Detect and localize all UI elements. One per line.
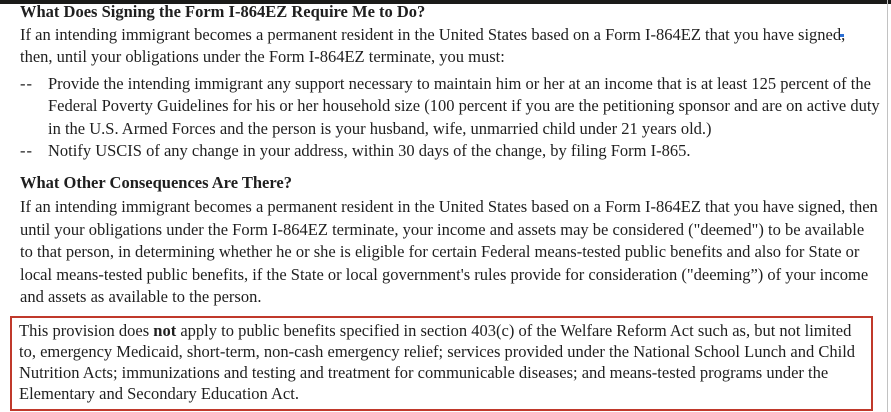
callout-text-suffix: apply to public benefits specified in section 403(c) of the Welfare Reform Act such as, but not limited to, emergency Medicaid, short-term, non-cash emergency relief; services provided under the National School Lunch and Child Nutrition Acts; immunizations and testing and treatment for communicable diseases; and means-tested programs under the Elementary and Secondary Education Act. bbox=[19, 320, 856, 404]
document-body bbox=[20, 1, 881, 411]
callout-emphasis-not: not bbox=[153, 320, 177, 340]
consequences-paragraph: If an intending immigrant becomes a permanent resident in the United States based on a Form I-864EZ that you have signed, then until your obligations under the Form I-864EZ terminate, your income and assets may be considered ("deemed") to be available to that person, in determining whether he or she is eligible for certain Federal means-tested public benefits and also for State or local means-tested public benefits, if the State or local government's rules provide for consideration ("deeming”) of your income and assets as available to the person. bbox=[20, 197, 878, 306]
section-heading-consequences: What Other Consequences Are There? bbox=[20, 172, 292, 192]
bullet-dash-marker: -- bbox=[20, 141, 33, 160]
section-heading-requirements: What Does Signing the Form I-864EZ Require Me to Do? bbox=[20, 2, 426, 21]
bullet-item-support bbox=[20, 73, 881, 141]
requirements-intro-paragraph: If an intending immigrant becomes a permanent resident in the United States based on a Form I-864EZ that you have signed, then, until your obligations under the Form I-864EZ terminate, you must: bbox=[20, 24, 846, 66]
callout-box bbox=[10, 316, 873, 411]
page-edge-rule bbox=[887, 0, 888, 412]
bullet-item-notify bbox=[20, 140, 881, 163]
bullet-item-support-text: Provide the intending immigrant any support necessary to maintain him or her at an income that is at least 125 percent of the Federal Poverty Guidelines for his or her household size (100 percent if you are the petitioning sponsor and are on active duty in the U.S. Armed Forces and the person is your husband, wife, unmarried child under 21 years old.) bbox=[48, 73, 880, 138]
bullet-dash-marker: -- bbox=[20, 73, 33, 93]
bullet-item-notify-text: Notify USCIS of any change in your address, within 30 days of the change, by filing Form I-865. bbox=[48, 141, 691, 160]
callout-text-prefix: This provision does bbox=[19, 320, 154, 340]
requirements-bullet-list bbox=[20, 73, 881, 163]
